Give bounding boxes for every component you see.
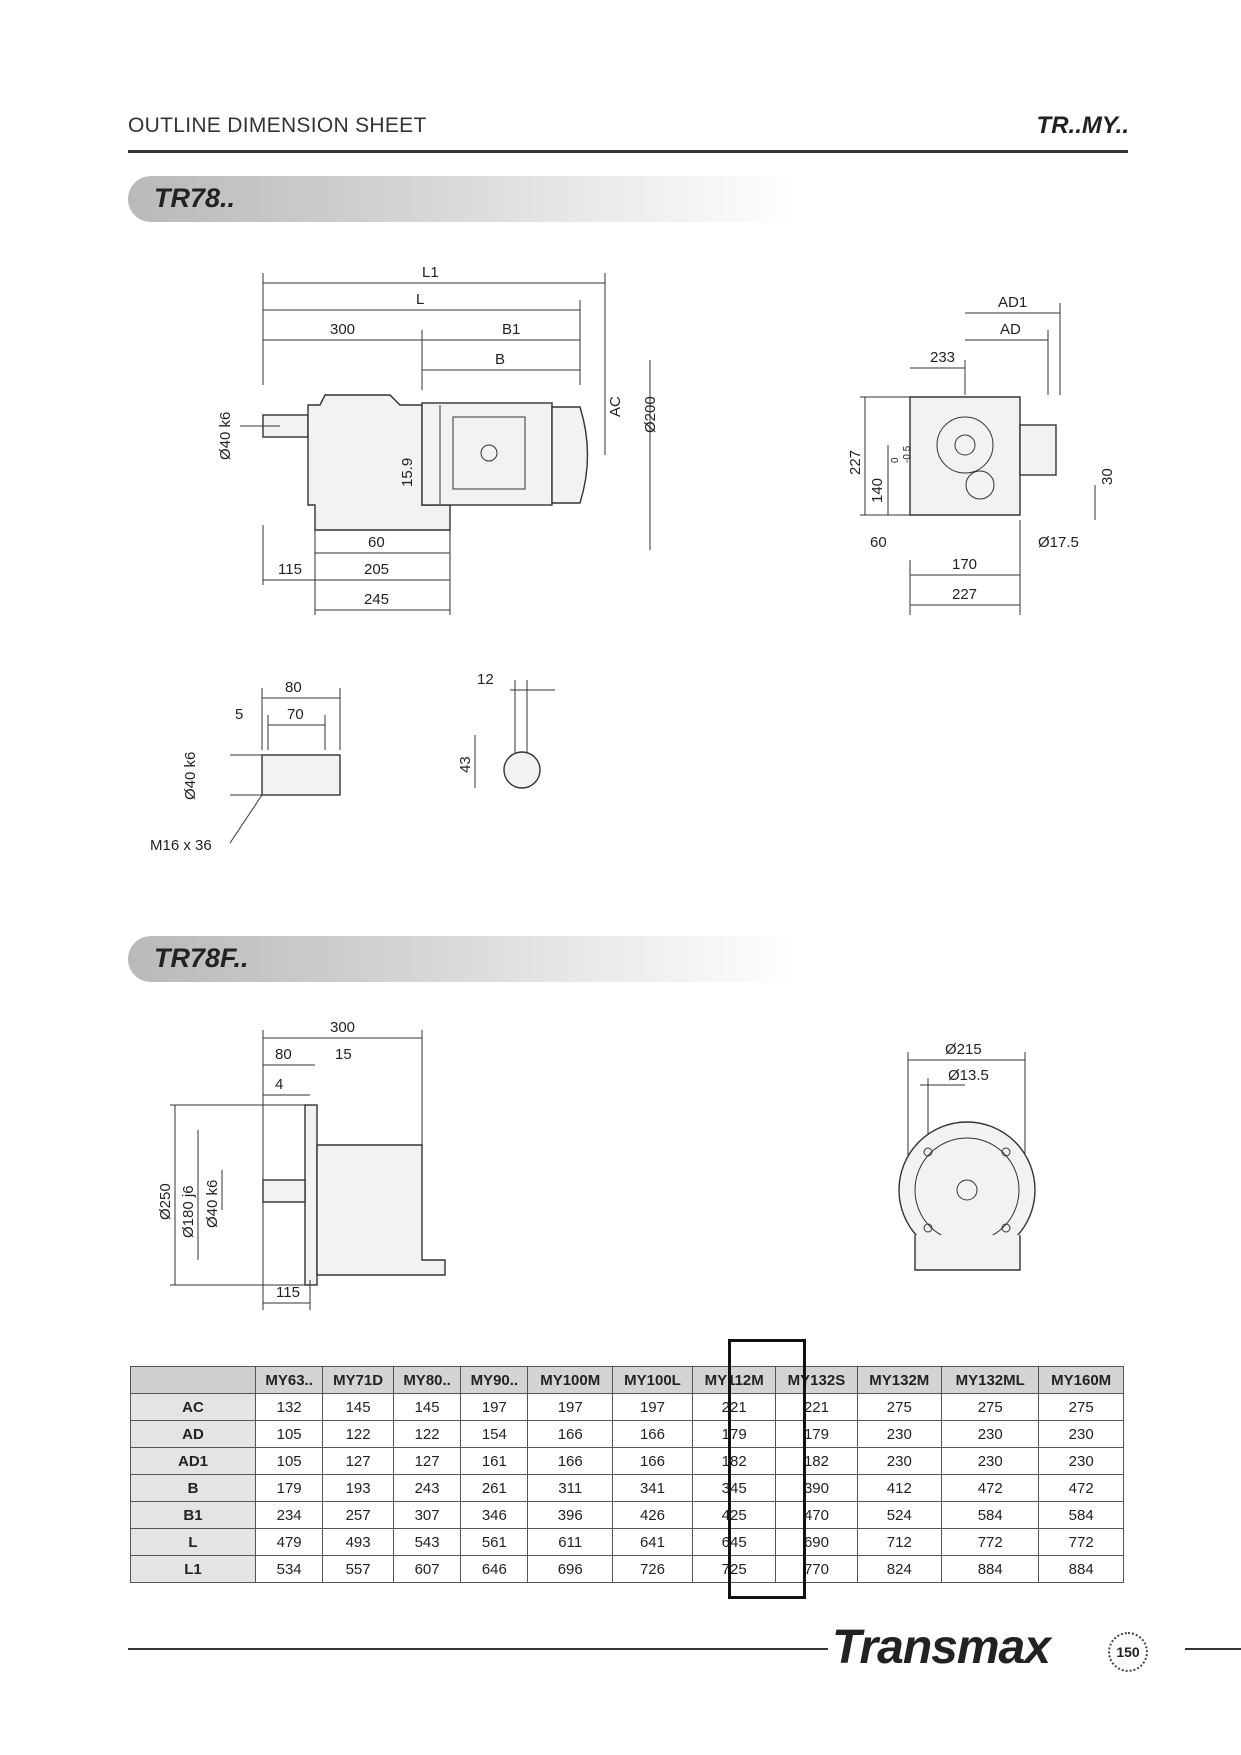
table-cell: 145 bbox=[393, 1394, 460, 1421]
row-label: AD bbox=[131, 1421, 256, 1448]
table-cell: 472 bbox=[1039, 1475, 1124, 1502]
table-cell: 645 bbox=[692, 1529, 775, 1556]
table-cell: 179 bbox=[776, 1421, 857, 1448]
dim-80-f: 80 bbox=[275, 1046, 292, 1063]
table-cell: 154 bbox=[461, 1421, 528, 1448]
table-cell: 690 bbox=[776, 1529, 857, 1556]
dim-215: Ø215 bbox=[945, 1041, 982, 1058]
dim-233: 233 bbox=[930, 349, 956, 366]
dim-300: 300 bbox=[330, 321, 356, 338]
dim-70: 70 bbox=[287, 706, 304, 723]
table-cell: 234 bbox=[256, 1502, 323, 1529]
row-label: L1 bbox=[131, 1556, 256, 1583]
table-cell: 275 bbox=[942, 1394, 1039, 1421]
table-cell: 127 bbox=[393, 1448, 460, 1475]
table-cell: 884 bbox=[942, 1556, 1039, 1583]
table-cell: 772 bbox=[942, 1529, 1039, 1556]
table-cell: 105 bbox=[256, 1421, 323, 1448]
dim-227-h: 227 bbox=[847, 449, 864, 475]
col-header: MY71D bbox=[323, 1367, 394, 1394]
table-cell: 307 bbox=[393, 1502, 460, 1529]
table-cell: 472 bbox=[942, 1475, 1039, 1502]
dim-shaft-dia-f: Ø40 k6 bbox=[204, 1179, 221, 1228]
row-label: B bbox=[131, 1475, 256, 1502]
table-cell: 230 bbox=[857, 1421, 942, 1448]
table-cell: 524 bbox=[857, 1502, 942, 1529]
table-row bbox=[131, 1394, 1124, 1421]
dim-43: 43 bbox=[457, 756, 474, 773]
table-cell: 230 bbox=[1039, 1421, 1124, 1448]
drawing-shaft-section bbox=[455, 670, 585, 800]
table-row bbox=[131, 1421, 1124, 1448]
dim-30: 30 bbox=[1099, 468, 1116, 485]
table-cell: 584 bbox=[1039, 1502, 1124, 1529]
table-cell: 132 bbox=[256, 1394, 323, 1421]
table-cell: 257 bbox=[323, 1502, 394, 1529]
table-cell: 145 bbox=[323, 1394, 394, 1421]
table-cell: 179 bbox=[692, 1421, 775, 1448]
table-cell: 470 bbox=[776, 1502, 857, 1529]
dim-12: 12 bbox=[477, 671, 494, 688]
table-row bbox=[131, 1556, 1124, 1583]
table-cell: 824 bbox=[857, 1556, 942, 1583]
col-header-highlighted: MY112M bbox=[692, 1367, 775, 1394]
table-cell: 311 bbox=[528, 1475, 613, 1502]
table-cell: 105 bbox=[256, 1448, 323, 1475]
dimension-table bbox=[130, 1366, 1124, 1583]
table-cell: 561 bbox=[461, 1529, 528, 1556]
table-body bbox=[131, 1394, 1124, 1583]
dim-4-f: 4 bbox=[275, 1076, 284, 1093]
col-header: MY132S bbox=[776, 1367, 857, 1394]
table-cell: 275 bbox=[1039, 1394, 1124, 1421]
table-cell: 230 bbox=[1039, 1448, 1124, 1475]
table-cell: 230 bbox=[942, 1448, 1039, 1475]
row-label: L bbox=[131, 1529, 256, 1556]
col-header: MY132M bbox=[857, 1367, 942, 1394]
brand-logo: Transmax bbox=[832, 1621, 1050, 1674]
table-cell: 584 bbox=[942, 1502, 1039, 1529]
dim-shaft-dia: Ø40 k6 bbox=[217, 411, 234, 460]
highlight-box bbox=[728, 1339, 806, 1599]
table-cell: 261 bbox=[461, 1475, 528, 1502]
drawing-shaft-detail bbox=[150, 670, 370, 860]
table-cell: 182 bbox=[776, 1448, 857, 1475]
table-cell: 770 bbox=[776, 1556, 857, 1583]
row-label: B1 bbox=[131, 1502, 256, 1529]
dim-15-9: 15.9 bbox=[399, 457, 416, 487]
col-header: MY132ML bbox=[942, 1367, 1039, 1394]
dim-60: 60 bbox=[368, 534, 385, 551]
table-cell: 166 bbox=[613, 1421, 693, 1448]
col-header: MY100M bbox=[528, 1367, 613, 1394]
table-cell: 127 bbox=[323, 1448, 394, 1475]
table-cell: 193 bbox=[323, 1475, 394, 1502]
section-band-tr78f bbox=[128, 936, 798, 982]
table-header-row bbox=[131, 1367, 1124, 1394]
col-header: MY80.. bbox=[393, 1367, 460, 1394]
table-cell: 543 bbox=[393, 1529, 460, 1556]
table-cell: 772 bbox=[1039, 1529, 1124, 1556]
dim-5: 5 bbox=[235, 706, 244, 723]
row-label: AD1 bbox=[131, 1448, 256, 1475]
table-cell: 243 bbox=[393, 1475, 460, 1502]
drawing-tr78-side bbox=[150, 255, 710, 625]
table-cell: 230 bbox=[942, 1421, 1039, 1448]
dim-205: 205 bbox=[364, 561, 390, 578]
dim-200: Ø200 bbox=[642, 396, 659, 433]
table-cell: 179 bbox=[256, 1475, 323, 1502]
col-header: MY90.. bbox=[461, 1367, 528, 1394]
dim-L1: L1 bbox=[422, 264, 439, 281]
footer-rule-left bbox=[128, 1648, 828, 1650]
dim-B1: B1 bbox=[502, 321, 521, 338]
dim-13-5: Ø13.5 bbox=[948, 1067, 989, 1084]
col-header: MY63.. bbox=[256, 1367, 323, 1394]
table-cell: 425 bbox=[692, 1502, 775, 1529]
table-cell: 345 bbox=[692, 1475, 775, 1502]
row-label: AC bbox=[131, 1394, 256, 1421]
dim-B: B bbox=[495, 351, 506, 368]
dim-170: 170 bbox=[952, 556, 978, 573]
drawing-tr78-end bbox=[820, 285, 1130, 625]
table-cell: 534 bbox=[256, 1556, 323, 1583]
table-cell: 166 bbox=[528, 1421, 613, 1448]
section-title: TR78.. bbox=[154, 183, 236, 213]
dim-80: 80 bbox=[285, 679, 302, 696]
table-cell: 412 bbox=[857, 1475, 942, 1502]
table-row bbox=[131, 1502, 1124, 1529]
dim-115-f: 115 bbox=[276, 1284, 300, 1301]
table-cell: 166 bbox=[613, 1448, 693, 1475]
table-cell: 646 bbox=[461, 1556, 528, 1583]
table-cell: 341 bbox=[613, 1475, 693, 1502]
table-cell: 390 bbox=[776, 1475, 857, 1502]
dim-227-w: 227 bbox=[952, 586, 978, 603]
thread-label: M16 x 36 bbox=[150, 837, 212, 854]
table-cell: 493 bbox=[323, 1529, 394, 1556]
page-number: 150 bbox=[1108, 1632, 1148, 1672]
table-cell: 122 bbox=[393, 1421, 460, 1448]
header-rule bbox=[128, 150, 1128, 153]
dim-140: 140 bbox=[869, 477, 886, 503]
dim-17-5: Ø17.5 bbox=[1038, 534, 1079, 551]
drawing-tr78f-side bbox=[150, 1010, 470, 1310]
table-cell: 557 bbox=[323, 1556, 394, 1583]
table-cell: 166 bbox=[528, 1448, 613, 1475]
dim-15-f: 15 bbox=[335, 1046, 352, 1063]
table-cell: 221 bbox=[776, 1394, 857, 1421]
table-cell: 197 bbox=[613, 1394, 693, 1421]
series-code: TR..MY.. bbox=[1036, 112, 1129, 139]
table-cell: 221 bbox=[692, 1394, 775, 1421]
tol-upper: 0 bbox=[890, 457, 901, 463]
table-cell: 122 bbox=[323, 1421, 394, 1448]
table-cell: 161 bbox=[461, 1448, 528, 1475]
tol-lower: -0.5 bbox=[902, 445, 913, 463]
table-cell: 726 bbox=[613, 1556, 693, 1583]
table-cell: 712 bbox=[857, 1529, 942, 1556]
table-row bbox=[131, 1475, 1124, 1502]
table-cell: 197 bbox=[528, 1394, 613, 1421]
table-cell: 197 bbox=[461, 1394, 528, 1421]
dim-AD1: AD1 bbox=[998, 294, 1028, 311]
table-cell: 607 bbox=[393, 1556, 460, 1583]
table-cell: 230 bbox=[857, 1448, 942, 1475]
table-cell: 725 bbox=[692, 1556, 775, 1583]
dim-245: 245 bbox=[364, 591, 390, 608]
table-cell: 479 bbox=[256, 1529, 323, 1556]
dim-L: L bbox=[416, 291, 425, 308]
table-cell: 396 bbox=[528, 1502, 613, 1529]
table-cell: 275 bbox=[857, 1394, 942, 1421]
table-cell: 884 bbox=[1039, 1556, 1124, 1583]
footer-rule-right bbox=[1185, 1648, 1241, 1650]
dim-AC: AC bbox=[607, 396, 624, 417]
dim-115: 115 bbox=[278, 561, 302, 578]
table-cell: 696 bbox=[528, 1556, 613, 1583]
table-cell: 611 bbox=[528, 1529, 613, 1556]
section-band-tr78 bbox=[128, 176, 798, 222]
table-row bbox=[131, 1529, 1124, 1556]
table-cell: 426 bbox=[613, 1502, 693, 1529]
table-cell: 641 bbox=[613, 1529, 693, 1556]
table-cell: 346 bbox=[461, 1502, 528, 1529]
col-header: MY160M bbox=[1039, 1367, 1124, 1394]
col-header: MY100L bbox=[613, 1367, 693, 1394]
section-title: TR78F.. bbox=[154, 943, 249, 973]
dim-60-end: 60 bbox=[870, 534, 887, 551]
sheet-title: OUTLINE DIMENSION SHEET bbox=[128, 114, 427, 137]
dim-shaft-dia-2: Ø40 k6 bbox=[182, 751, 199, 800]
drawing-tr78f-flange bbox=[880, 1040, 1050, 1280]
dim-AD: AD bbox=[1000, 321, 1021, 338]
dim-300-f: 300 bbox=[330, 1019, 356, 1036]
dim-180: Ø180 j6 bbox=[180, 1185, 197, 1238]
dim-250: Ø250 bbox=[157, 1183, 174, 1220]
table-cell: 182 bbox=[692, 1448, 775, 1475]
table-row bbox=[131, 1448, 1124, 1475]
table-corner bbox=[131, 1367, 256, 1394]
